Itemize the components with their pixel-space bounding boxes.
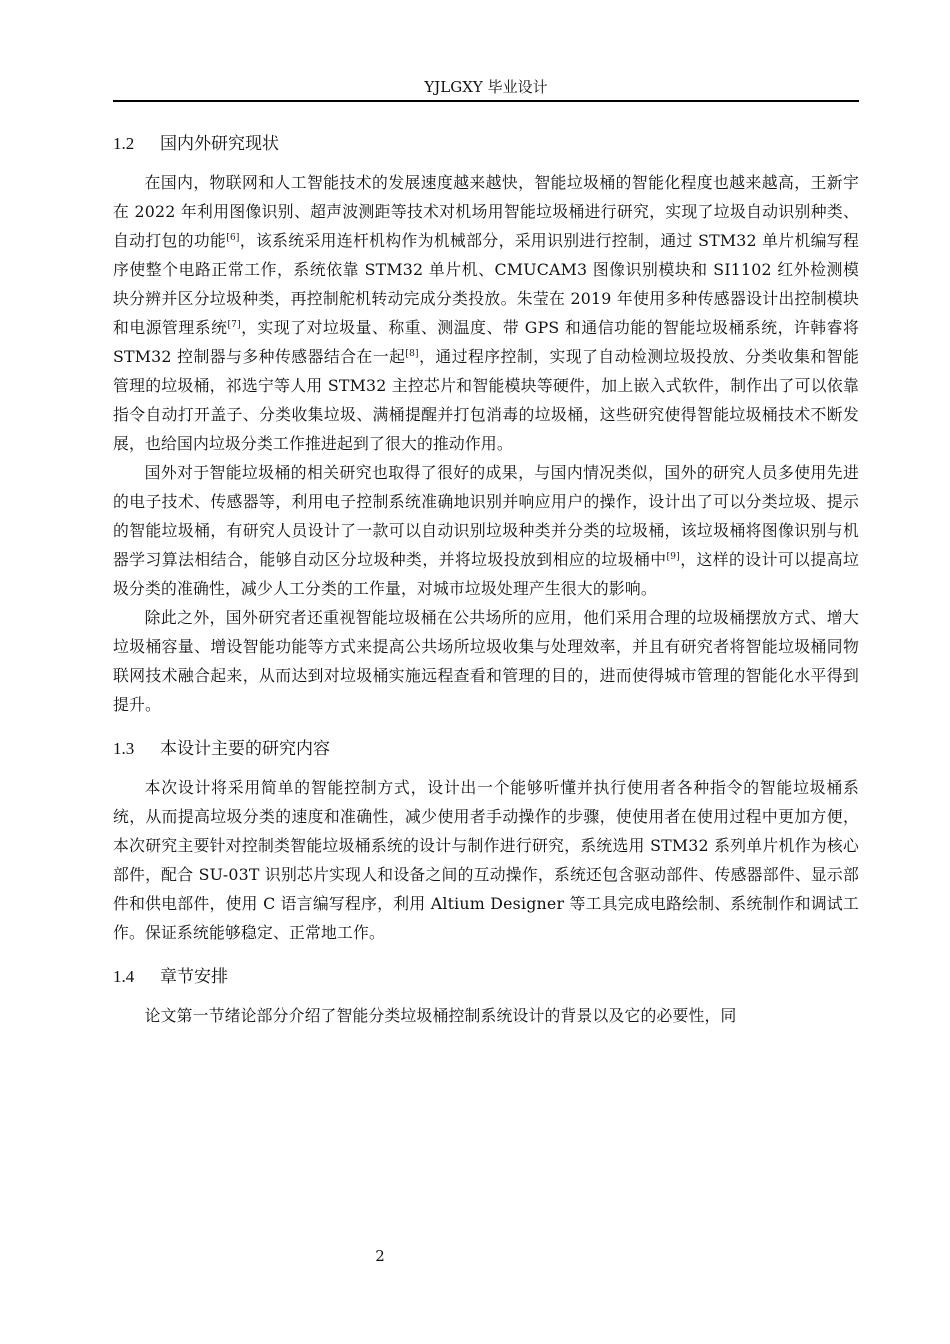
body-paragraph [113, 603, 859, 719]
paragraph-text: 论文第一节绪论部分介绍了智能分类垃圾桶控制系统设计的背景以及它的必要性，同 [144, 1006, 737, 1025]
section-heading [113, 733, 859, 765]
citation-marker: [6] [226, 233, 240, 243]
section [113, 733, 859, 947]
header-rule [113, 100, 859, 102]
running-header: YJLGXY 毕业设计 [424, 78, 548, 96]
body-paragraph [113, 458, 859, 603]
section-title: 章节安排 [160, 967, 228, 987]
body-paragraph [113, 168, 859, 458]
paragraph-text: ，这样的设计可以提高垃圾分类的准确性，减少人工分类的工作量，对城市垃圾处理产生很大的影响。 [113, 550, 859, 598]
citation-marker: [7] [227, 320, 241, 330]
body-paragraph [113, 1001, 859, 1030]
section-gap [113, 719, 859, 733]
section-number: 1.2 [113, 134, 135, 153]
section [113, 128, 859, 719]
paragraph-text: ，实现了对垃圾量、称重、测温度、带 GPS 和通信功能的智能垃圾桶系统，许韩睿将 STM32 控制器与多种传感器结合在一起 [113, 318, 859, 366]
paragraph-text: 本次设计将采用简单的智能控制方式，设计出一个能够听懂并执行使用者各种指令的智能垃圾桶系统，从而提高垃圾分类的速度和准确性，减少使用者手动操作的步骤，使使用者在使用过程中更加方便，本次研究主要针对控制类智能垃圾桶系统的设计与制作进行研究，系统选用 STM32 系列单片机作为核心部件，配合 SU-03T 识别芯片实现人和设备之间的互动操作，系统还包含驱动部件、传感器部件、显示部件和供电部件，使用 C 语言编写程序，利用 Altium Designer 等工具完成电路绘制、系统制作和调试工作。保证系统能够稳定、正常地工作。 [113, 778, 859, 942]
section-title: 国内外研究现状 [160, 134, 279, 154]
paragraph-text: ，通过程序控制，实现了自动检测垃圾投放、分类收集和智能管理的垃圾桶，祁选宁等人用 STM32 主控芯片和智能模块等硬件，加上嵌入式软件，制作出了可以依靠指令自动打开盖子、分类收集垃圾、满桶提醒并打包消毒的垃圾桶，这些研究使得智能垃圾桶技术不断发展，也给国内垃圾分类工作推进起到了很大的推动作用。 [113, 347, 859, 453]
citation-marker: [9] [666, 552, 680, 562]
paragraph-text: ，该系统采用连杆机构作为机械部分，采用识别进行控制，通过 STM32 单片机编写程序使整个电路正常工作，系统依靠 STM32 单片机、CMUCAM3 图像识别模块和 SI1102 红外检测模块分辨并区分垃圾种类，再控制舵机转动完成分类投放。朱莹在 2019 年使用多种传感器设计出控制模块和电源管理系统 [113, 231, 859, 337]
section-heading [113, 961, 859, 993]
section-number: 1.4 [113, 967, 135, 986]
section-title: 本设计主要的研究内容 [160, 739, 330, 759]
section [113, 961, 859, 1030]
section-heading [113, 128, 859, 160]
body-paragraph [113, 773, 859, 947]
body-content [113, 128, 859, 1030]
section-number: 1.3 [113, 739, 135, 758]
section-gap [113, 947, 859, 961]
paragraph-text: 除此之外，国外研究者还重视智能垃圾桶在公共场所的应用，他们采用合理的垃圾桶摆放方式、增大垃圾桶容量、增设智能功能等方式来提高公共场所垃圾收集与处理效率，并且有研究者将智能垃圾桶同物联网技术融合起来，从而达到对垃圾桶实施远程查看和管理的目的，进而使得城市管理的智能化水平得到提升。 [113, 608, 859, 714]
paragraph-text: 在国内，物联网和人工智能技术的发展速度越来越快，智能垃圾桶的智能化程度也越来越高，王新宇在 2022 年利用图像识别、超声波测距等技术对机场用智能垃圾桶进行研究，实现了垃圾自动识别种类、自动打包的功能 [113, 173, 859, 250]
paragraph-text: 国外对于智能垃圾桶的相关研究也取得了很好的成果，与国内情况类似，国外的研究人员多使用先进的电子技术、传感器等，利用电子控制系统准确地识别并响应用户的操作，设计出了可以分类垃圾、提示的智能垃圾桶，有研究人员设计了一款可以自动识别垃圾种类并分类的垃圾桶，该垃圾桶将图像识别与机器学习算法相结合，能够自动区分垃圾种类，并将垃圾投放到相应的垃圾桶中 [113, 463, 859, 569]
citation-marker: [8] [405, 349, 419, 359]
page-number: 2 [375, 1247, 385, 1265]
